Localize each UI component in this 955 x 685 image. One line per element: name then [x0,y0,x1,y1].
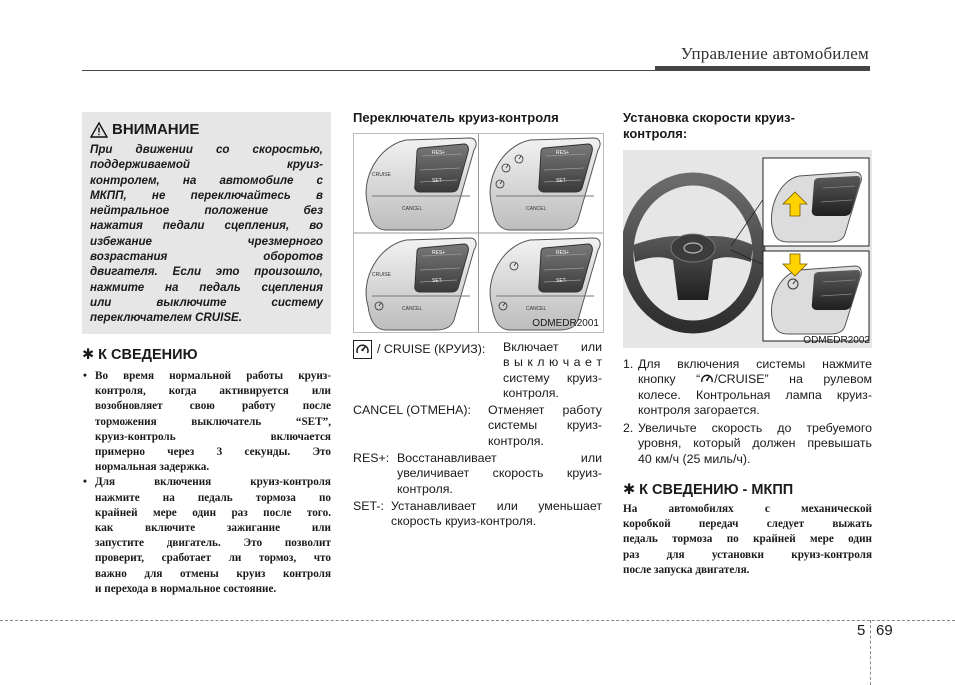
warning-line: При движении со скоростью, [90,143,323,156]
warning-text [90,142,323,326]
cruise-switch-illustration [354,134,603,332]
note-title: ✱ К СВЕДЕНИЮ [82,347,198,363]
set-label: SET- [432,178,444,184]
page-header-title: Управление автомобилем [680,44,869,63]
cruise-label: CRUISE [372,272,391,278]
footer-rule [0,620,955,621]
note-body [82,369,331,597]
warning-line: поддерживаемой круиз- [90,158,323,172]
note-body: На автомобилях с механической коробкой передач следует выжать педаль тормоза по крайней мере один раз для установки круиз-контроля после запуска двигателя. [623,503,872,576]
switch-pad-top-right [490,138,600,230]
step-item: 2. Увеличьте скорость до требуемого уровня, который должен превышать 40 км/ч (25 миль/ч). [623,421,872,466]
cruise-speedometer-icon [700,372,714,384]
cancel-label: CANCEL [526,306,547,312]
footer-divider [870,620,871,685]
cruise-label: CRUISE [372,172,391,178]
warning-line: двигателя. Если это произошло, [90,265,323,279]
cancel-label: CANCEL [402,206,423,212]
warning-line: нейтральное положение без [90,204,323,218]
definition-cruise: / CRUISE (КРУИЗ): Включает или в ы к л ю ч а е т систему круиз- контроля. [353,340,602,401]
header-bar [655,66,870,71]
res-label: RES+ [432,150,446,156]
definition-term: RES+: [353,451,390,466]
speed-section-title: Установка скорости круиз- контроля: [623,110,795,141]
warning-line: контролем, на автомобиле с [90,173,323,187]
warning-line: нажатия педали сцепления, во [90,219,323,233]
warning-line: МКПП, не переключайтесь в [90,188,323,202]
definition-res: RES+: Восстанавливает или увеличивает скорость круиз- контроля. [353,451,602,496]
step-item: 1. Для включения системы нажмите кнопку “ /CRUISE” на рулевом колесе. Контрольная лампа круиз- контроля загорается. [623,357,872,417]
warning-title: ВНИМАНИЕ [90,121,199,138]
warning-line: избежание чрезмерного [90,234,323,248]
speed-steps [623,357,872,470]
cancel-label: CANCEL [402,306,423,312]
warning-line: или выключите систему [90,295,323,309]
definition-cancel: CANCEL (ОТМЕНА): Отменяет работу системы круиз- контроля. [353,403,602,448]
cruise-switch-figure [353,133,604,333]
warning-line: нажмите на педаль сцепления [90,280,323,294]
set-label: SET- [556,178,568,184]
cruise-speedometer-icon [353,340,372,359]
switch-definitions [353,340,602,532]
figure-label: ODMEDR2002 [803,335,870,346]
warning-triangle-icon [90,122,108,138]
page-number: 69 [876,622,893,639]
switch-pad-bottom-left [366,238,476,330]
res-label: RES+ [432,250,446,256]
warning-box [82,112,331,334]
switch-section-title: Переключатель круиз-контроля [353,110,559,125]
definition-term: CANCEL (ОТМЕНА): [353,403,471,418]
note-bullet: • Для включения круиз-контроля нажмите на педаль тормоза по крайней мере один раз после того. как включите зажигание или запустите двигатель. Это позволит проверит, сработает ли тормоз, что важно для отмены круиз контроля и перехода в нормальное состояние. [82,475,331,597]
warning-line: возрастания оборотов [90,250,323,264]
res-label: RES+ [556,150,570,156]
steering-wheel-figure [623,150,872,348]
switch-pad-top-left [366,138,476,230]
set-label: SET- [556,278,568,284]
definition-set: SET-: Устанавливает или уменьшает скорость круиз-контроля. [353,498,602,529]
res-label: RES+ [556,250,570,256]
figure-label: ODMEDR2001 [532,318,599,329]
section-number: 5 [857,622,866,639]
warning-line: переключателем CRUISE. [90,311,243,325]
cancel-label: CANCEL [526,206,547,212]
definition-term: SET-: [353,498,384,513]
steering-wheel-icon [623,150,872,348]
definition-term: / CRUISE (КРУИЗ): [353,340,485,359]
switch-pad-bottom-right [490,238,600,330]
note-title: ✱ К СВЕДЕНИЮ - МКПП [623,482,794,498]
note-bullet: • Во время нормальной работы круиз- контроля, когда активируется или возобновляет свою работу после торможения выключатель “SET”, круиз-контроль включается примерно через 3 секунды. Это нормальная задержка. [82,369,331,475]
set-label: SET- [432,278,444,284]
